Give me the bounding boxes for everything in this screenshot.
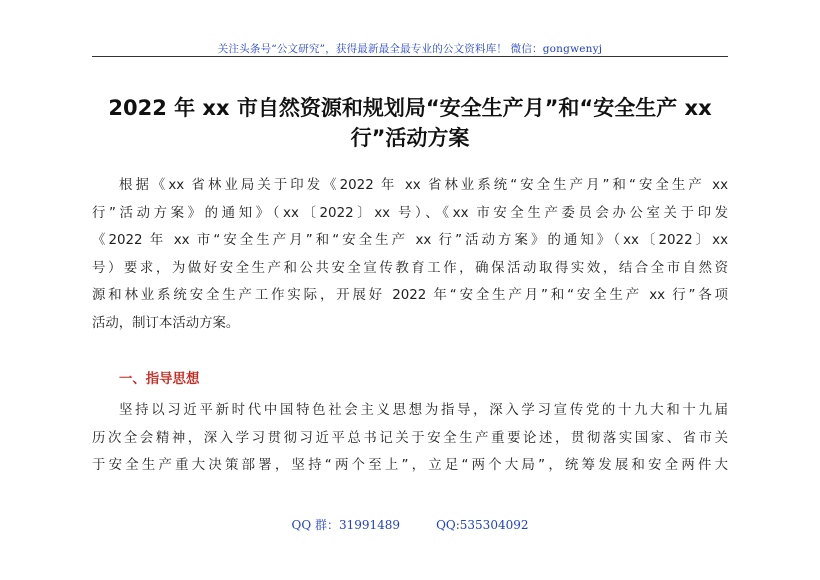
title-line-1: 2022 年 xx 市自然资源和规划局“安全生产月”和“安全生产 xx — [108, 96, 712, 120]
section-heading-guiding-ideology: 一、指导思想 — [119, 372, 200, 387]
title-line-2: 行”活动方案 — [350, 126, 470, 150]
footer-contact — [92, 516, 728, 533]
paragraph-line: 《2022 年 xx 市“安全生产月”和“安全生产 xx 行”活动方案》的通知》（xx〔2022〕xx — [92, 233, 728, 249]
qq-number: QQ:535304092 — [436, 518, 529, 532]
paragraph-line: 坚持以习近平新时代中国特色社会主义思想为指导，深入学习宣传党的十九大和十九届 — [119, 403, 728, 418]
paragraph-line: 根据《xx 省林业局关于印发《2022 年 xx 省林业系统“安全生产月”和“安全生产 xx — [119, 178, 728, 193]
paragraph-guiding-ideology — [92, 397, 728, 480]
paragraph-line: 源和林业系统安全生产工作实际，开展好 2022 年“安全生产月”和“安全生产 xx 行”各项 — [92, 288, 728, 304]
paragraph-line: 号）要求，为做好安全生产和公共安全宣传教育工作，确保活动取得实效，结合全市自然资 — [92, 260, 728, 276]
paragraph-intro — [92, 172, 728, 338]
paragraph-line: 于安全生产重大决策部署，坚持“两个至上”，立足“两个大局”，统筹发展和安全两件大 — [92, 458, 728, 474]
qq-group-number: QQ 群：31991489 — [291, 518, 401, 532]
paragraph-line: 行”活动方案》的通知》（xx〔2022〕xx 号）、《xx 市安全生产委员会办公室关于印发 — [92, 205, 728, 221]
header-divider — [92, 56, 728, 57]
paragraph-line: 活动，制订本活动方案。 — [92, 315, 240, 331]
document-title — [92, 93, 728, 153]
paragraph-line: 历次全会精神，深入学习贯彻习近平总书记关于安全生产重要论述，贯彻落实国家、省市关 — [92, 430, 728, 446]
header-note: 关注头条号“公文研究”，获得最新最全最专业的公文资料库！ 微信：gongwenyj — [217, 43, 603, 55]
